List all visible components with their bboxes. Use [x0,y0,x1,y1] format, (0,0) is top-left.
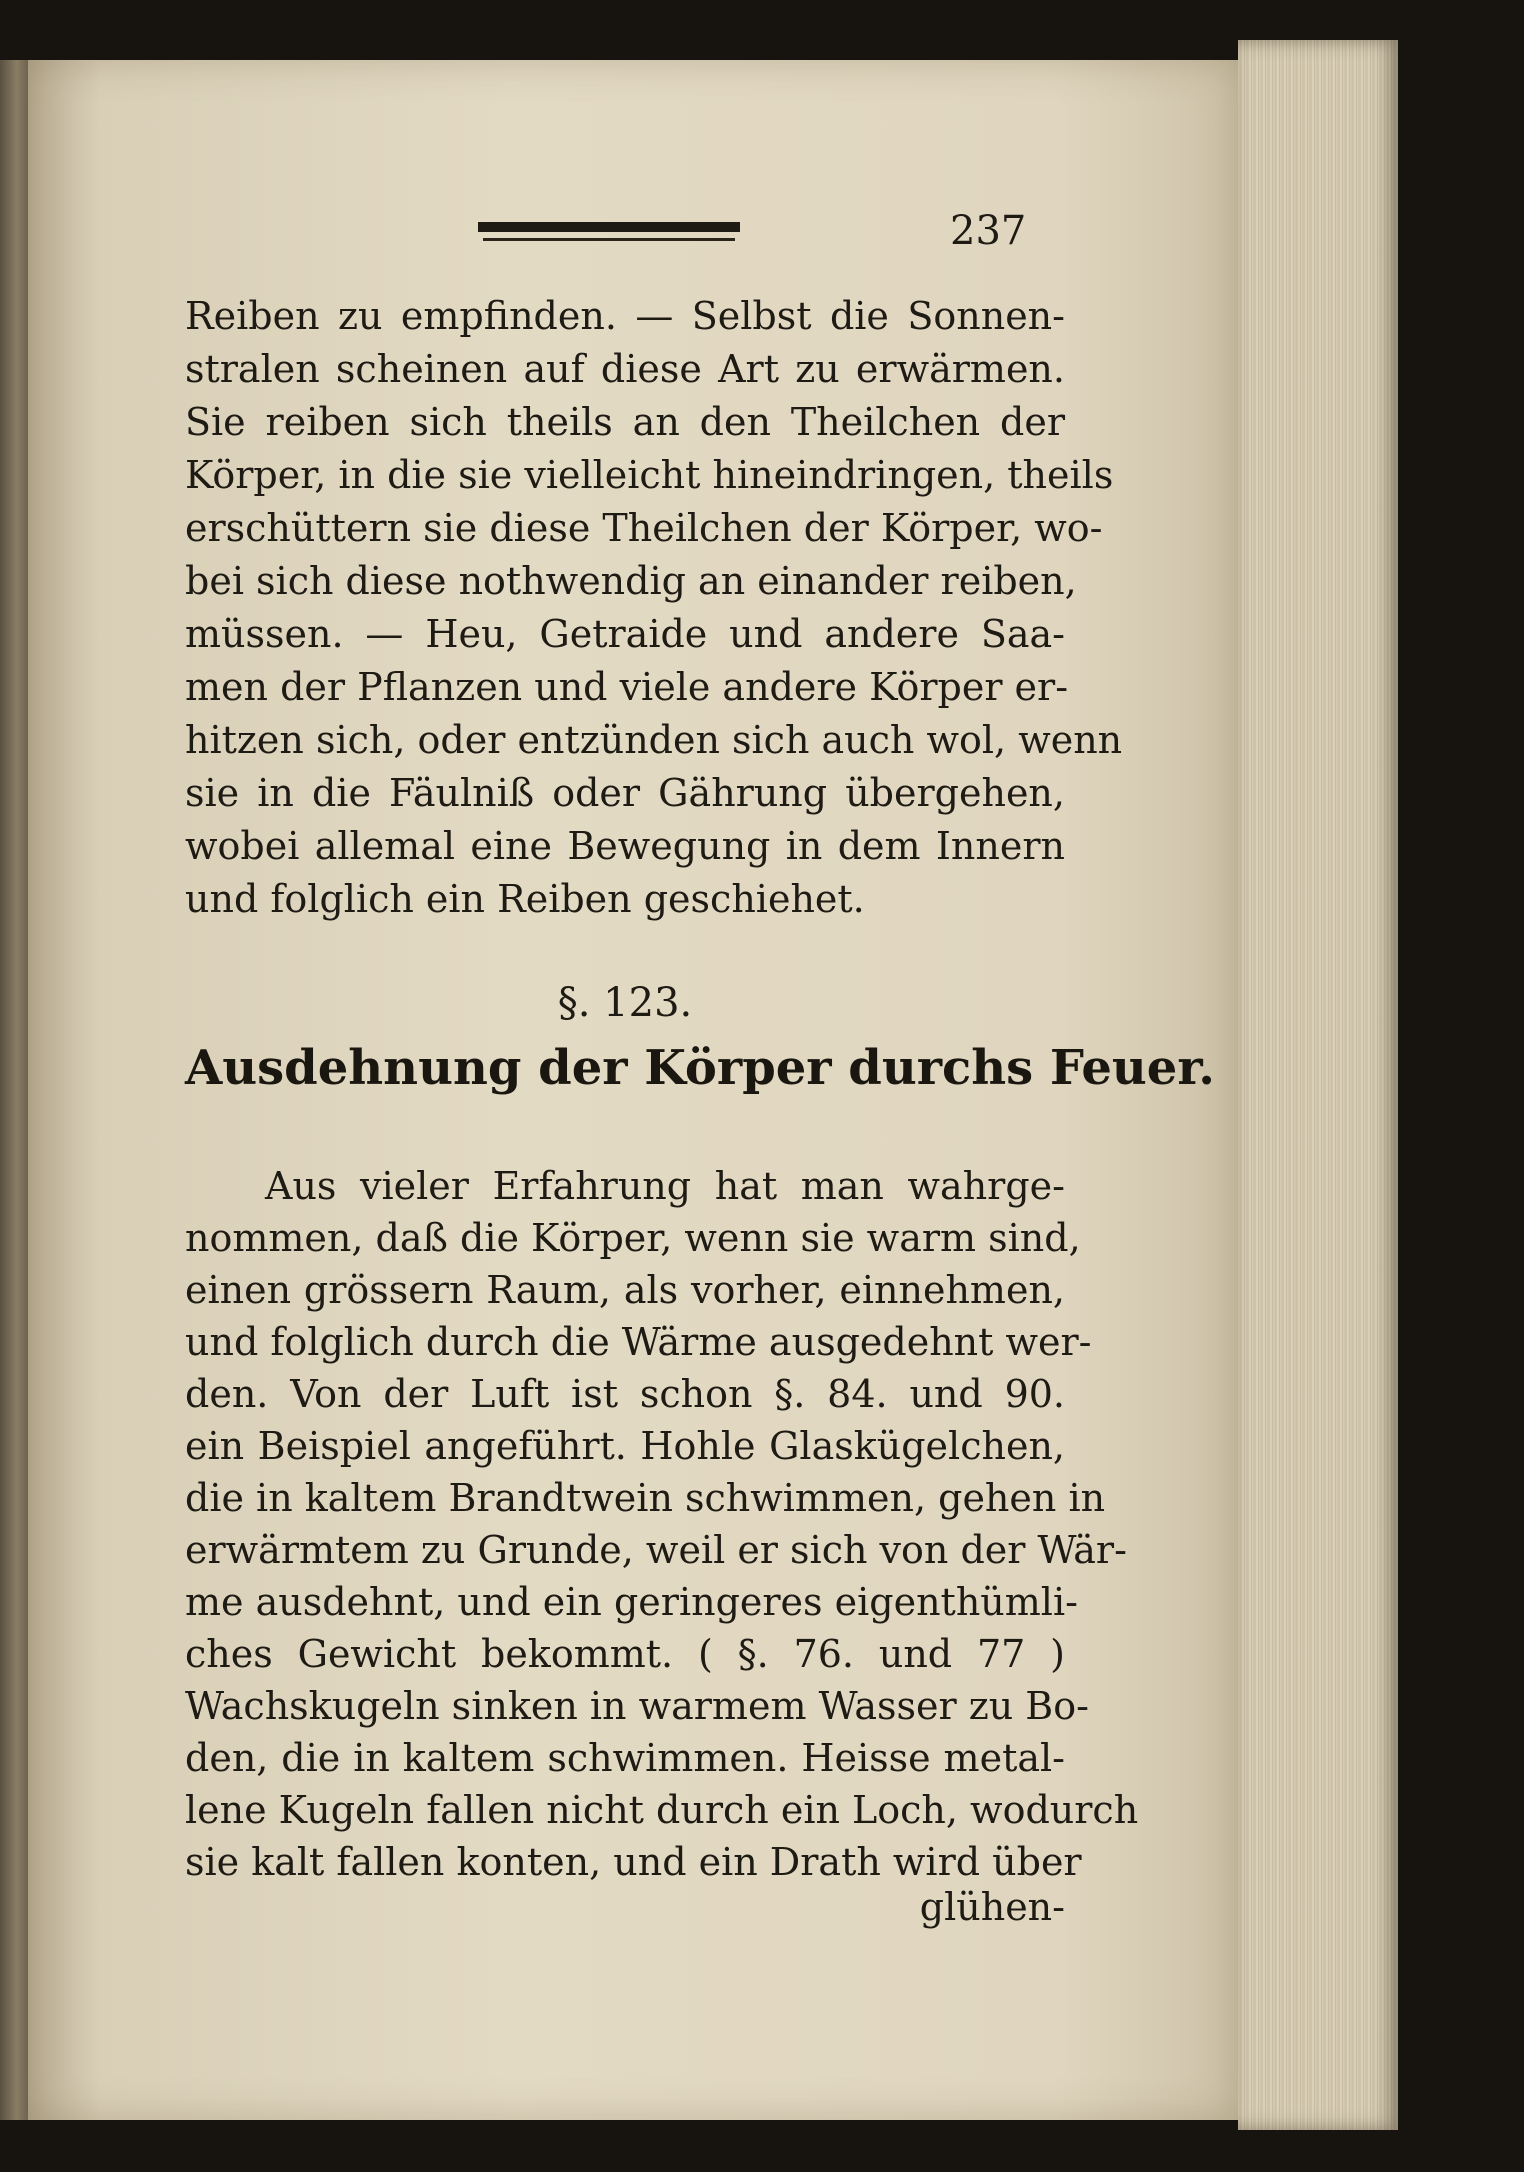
text-line: Aus vieler Erfahrung hat man wahrge- [265,1164,1065,1208]
page-fore-edge [1238,40,1398,2130]
page-number: 237 [950,208,1027,254]
text-line: hitzen sich, oder entzünden sich auch wol, wenn [185,718,1123,762]
text-line: den, die in kaltem schwimmen. Heisse metal- [185,1736,1065,1780]
header-rule-thin [483,238,735,241]
text-line: erwärmtem zu Grunde, weil er sich von der Wär- [185,1528,1127,1572]
text-line: wobei allemal eine Bewegung in dem Innern [185,824,1065,868]
header-ornament-rule [478,222,740,241]
text-line: erschüttern sie diese Theilchen der Körper, wo- [185,506,1103,550]
text-line: nommen, daß die Körper, wenn sie warm sind, [185,1216,1081,1260]
text-line: müssen. — Heu, Getraide und andere Saa- [185,612,1065,656]
text-line: ein Beispiel angeführt. Hohle Glaskügelchen, [185,1424,1065,1468]
text-line: bei sich diese nothwendig an einander reiben, [185,559,1077,603]
catchword: glühen- [919,1885,1065,1929]
text-line: und folglich durch die Wärme ausgedehnt wer- [185,1320,1092,1364]
left-page-edge [0,60,28,2120]
text-line: Körper, in die sie vielleicht hineindringen, theils [185,453,1114,497]
section-title: Ausdehnung der Körper durchs Feuer. [185,1040,1215,1096]
text-line: men der Pflanzen und viele andere Körper er- [185,665,1069,709]
text-line: Sie reiben sich theils an den Theilchen der [185,400,1065,444]
text-line: Wachskugeln sinken in warmem Wasser zu Bo- [185,1684,1089,1728]
text-line: den. Von der Luft ist schon §. 84. und 90. [185,1372,1065,1416]
header-rule-thick [478,222,740,232]
text-line: ches Gewicht bekommt. ( §. 76. und 77 ) [185,1632,1065,1676]
text-line: stralen scheinen auf diese Art zu erwärmen. [185,347,1065,391]
text-line: einen grössern Raum, als vorher, einnehmen, [185,1268,1065,1312]
text-line: und folglich ein Reiben geschiehet. [185,877,865,921]
section-number: §. 123. [557,980,693,1026]
text-line: me ausdehnt, und ein geringeres eigenthümli- [185,1580,1078,1624]
text-line: sie kalt fallen konten, und ein Drath wird über [185,1840,1082,1884]
text-line: sie in die Fäulniß oder Gährung übergehen, [185,771,1065,815]
text-line: Reiben zu empfinden. — Selbst die Sonnen- [185,294,1065,338]
text-line: die in kaltem Brandtwein schwimmen, gehen in [185,1476,1106,1520]
paragraph-2 [185,1160,1139,1888]
paragraph-1 [185,290,1123,926]
text-line: lene Kugeln fallen nicht durch ein Loch, wodurch [185,1788,1139,1832]
